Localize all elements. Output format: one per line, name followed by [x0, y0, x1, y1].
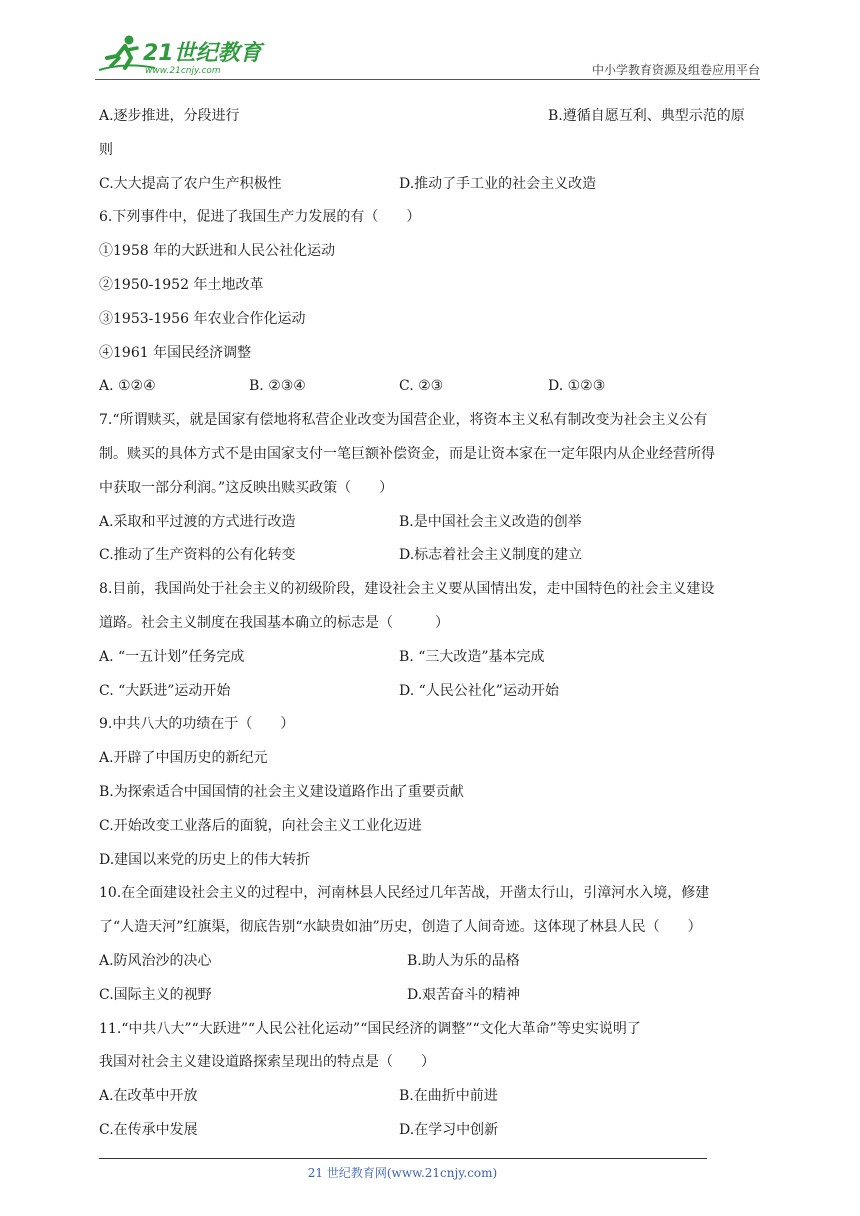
q8-options-row-1 — [99, 641, 764, 675]
q8-option-c: C. “大跃进”运动开始 — [99, 682, 231, 699]
q6-item-4: ④1961 年国民经济调整 — [99, 344, 252, 361]
q10-option-c: C.国际主义的视野 — [99, 986, 212, 1003]
q10-stem-line-1: 10.在全面建设社会主义的过程中，河南林县人民经过几年苦战，开凿太行山，引漳河水入境，修建 — [99, 885, 710, 902]
q7-stem-line-3: 中获取一部分利润。”这反映出赎买政策（ ） — [99, 479, 394, 496]
q8-option-b: B. “三大改造”基本完成 — [399, 648, 545, 665]
q8-stem-line-1: 8.目前，我国尚处于社会主义的初级阶段，建设社会主义要从国情出发，走中国特色的社会主义建设 — [99, 581, 715, 598]
q11-options-row-2 — [99, 1114, 764, 1148]
q6-options-row — [99, 370, 764, 404]
q6-stem: 6.下列事件中，促进了我国生产力发展的有（ ） — [99, 209, 421, 226]
q8-option-a: A. “一五计划”任务完成 — [99, 648, 245, 665]
q10-options-row-1 — [99, 945, 764, 979]
q11-options-row-1 — [99, 1080, 764, 1114]
platform-name: 中小学教育资源及组卷应用平台 — [591, 63, 760, 77]
footer-site: 21 世纪教育网(www.21cnjy.com) — [307, 1166, 498, 1180]
q7-option-b: B.是中国社会主义改造的创举 — [399, 513, 582, 530]
q5-options-row-2 — [99, 168, 764, 202]
logo-url: www.21cnjy.com — [145, 66, 221, 76]
q9-stem: 9.中共八大的功绩在于（ ） — [99, 716, 295, 733]
q11-option-b: B.在曲折中前进 — [399, 1088, 498, 1105]
q7-option-d: D.标志着社会主义制度的建立 — [399, 547, 583, 564]
q6-option-c: C. ②③ — [399, 378, 444, 395]
page-header — [95, 28, 760, 80]
q7-options-row-1 — [99, 506, 764, 540]
q9-option-c: C.开始改变工业落后的面貌，向社会主义工业化迈进 — [99, 817, 422, 834]
q6-option-a: A. ①②④ — [99, 378, 156, 395]
header-divider — [95, 79, 760, 80]
q5-option-b: B.遵循自愿互利、典型示范的原 — [548, 108, 745, 124]
q10-option-d: D.艰苦奋斗的精神 — [407, 986, 521, 1003]
q7-stem-line-1: 7.“所谓赎买，就是国家有偿地将私营企业改变为国营企业，将资本主义私有制改变为社会主义公有 — [99, 412, 708, 429]
q7-options-row-2 — [99, 539, 764, 573]
q8-option-d: D. “人民公社化”运动开始 — [399, 682, 559, 699]
q6-item-1: ①1958 年的大跃进和人民公社化运动 — [99, 243, 336, 260]
footer-divider — [99, 1158, 707, 1159]
q9-option-a: A.开辟了中国历史的新纪元 — [99, 750, 268, 767]
q10-option-a: A.防风治沙的决心 — [99, 952, 212, 969]
q10-options-row-2 — [99, 979, 764, 1013]
q6-item-3: ③1953-1956 年农业合作化运动 — [99, 310, 306, 327]
q5-option-d: D.推动了手工业的社会主义改造 — [399, 175, 597, 192]
q10-option-b: B.助人为乐的品格 — [407, 952, 520, 969]
q5-option-c: C.大大提高了农户生产积极性 — [99, 175, 282, 192]
q5-option-a: A.逐步推进，分段进行 — [99, 108, 240, 124]
logo-text: 21世纪教育 — [143, 41, 262, 66]
q11-option-d: D.在学习中创新 — [399, 1121, 499, 1138]
q11-stem-line-2: 我国对社会主义建设道路探索呈现出的特点是（ ） — [99, 1054, 435, 1071]
q6-option-d: D. ①②③ — [548, 378, 606, 395]
q8-stem-line-2: 道路。社会主义制度在我国基本确立的标志是（ ） — [99, 614, 449, 631]
q11-stem-line-1: 11.“中共八大”“大跃进”“人民公社化运动”“国民经济的调整”“文化大革命”等史实说明了 — [99, 1020, 641, 1037]
q9-option-b: B.为探索适合中国国情的社会主义建设道路作出了重要贡献 — [99, 783, 464, 800]
q7-stem-line-2: 制。赎买的具体方式不是由国家支付一笔巨额补偿资金，而是让资本家在一定年限内从企业经营所得 — [99, 445, 715, 462]
q11-option-c: C.在传承中发展 — [99, 1121, 198, 1138]
q5-option-b-continued: 则 — [99, 141, 113, 158]
q8-options-row-2 — [99, 675, 764, 709]
logo-21cnjy — [95, 32, 265, 76]
q5-options-row-1 — [99, 100, 764, 134]
q6-item-2: ②1950-1952 年土地改革 — [99, 276, 264, 293]
q6-option-b: B. ②③④ — [249, 378, 306, 395]
q7-option-a: A.采取和平过渡的方式进行改造 — [99, 513, 296, 530]
q7-option-c: C.推动了生产资料的公有化转变 — [99, 547, 296, 564]
q11-option-a: A.在改革中开放 — [99, 1088, 198, 1105]
q9-option-d: D.建国以来党的历史上的伟大转折 — [99, 851, 311, 868]
question-content — [99, 100, 764, 1148]
q10-stem-line-2: 了“人造天河”红旗渠，彻底告别“水缺贵如油”历史，创造了人间奇迹。这体现了林县人民（ ） — [99, 919, 702, 936]
